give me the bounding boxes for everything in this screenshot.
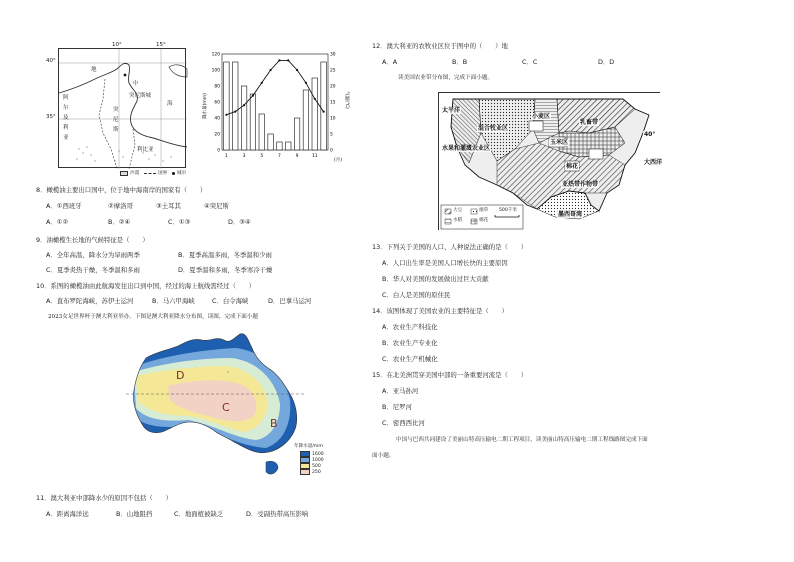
q9-option-b[interactable]: B．夏季高温多雨，冬季温和少雨 — [178, 251, 272, 259]
precip-bar-5 — [259, 114, 264, 150]
precip-bar-6 — [268, 134, 273, 150]
q14-option-c[interactable]: C．农业生产机械化 — [382, 355, 438, 363]
temperature-point-11 — [314, 98, 316, 100]
q13-text: 13．下列关于美国的人口、人种说法正确的是（ ） — [372, 243, 528, 251]
usa-scale-label: 500千米 — [499, 208, 517, 213]
usa-label-gulf: 墨西哥湾 — [558, 211, 583, 218]
map1-label-li: 利 — [63, 125, 69, 131]
q9-option-a[interactable]: A．全年高温，降水分为旱雨两季 — [46, 251, 140, 259]
y2-tick-label: 5 — [330, 132, 333, 138]
q12-text: 12．澳大利亚的农牧业区位于图中的（ ）地 — [372, 42, 508, 50]
chart-xlabel: (月) — [334, 158, 343, 163]
q11-option-d[interactable]: D．受副热带高压影响 — [246, 510, 309, 518]
y-tick-label: 60 — [214, 100, 220, 106]
usa-label-dairy: 乳畜带 — [580, 119, 599, 126]
chart-ylabel: 降水量(mm) — [203, 93, 208, 119]
q8-item-4: ④突尼斯 — [204, 202, 229, 210]
y-tick-label: 80 — [214, 84, 220, 90]
climate-chart — [200, 44, 350, 168]
map1-label-hai: 海 — [167, 101, 173, 107]
q10-option-a[interactable]: A．直布罗陀海峡，苏伊士运河 — [46, 297, 134, 305]
left-column — [28, 0, 380, 562]
q14-option-a[interactable]: A．农业生产科技化 — [382, 323, 438, 331]
usa-label-cotton: 棉花 — [566, 163, 579, 170]
x-tick-label: 3 — [242, 154, 246, 159]
aus-legend-250: 250 — [312, 470, 321, 475]
usa-legend-rice: 水稻 — [453, 218, 463, 223]
usa-label-lat40: 40° — [644, 131, 656, 138]
precip-bar-4 — [250, 94, 255, 150]
map1-label-a: 阿 — [63, 95, 69, 101]
usa-label-wheat: 小麦区 — [532, 113, 551, 120]
usa-label-subtropical: 亚热带作物带 — [562, 181, 599, 188]
q8-item-2: ②摩洛哥 — [108, 202, 133, 210]
map1-label-libya: 利比亚 — [137, 147, 154, 153]
precip-bar-9 — [294, 118, 299, 150]
q8-text: 8．橄榄油主要出口国中，位于地中海南岸的国家有（ ） — [36, 186, 207, 194]
q11-option-b[interactable]: B．山地阻挡 — [116, 510, 153, 518]
temperature-point-9 — [296, 69, 298, 71]
precip-bar-7 — [277, 142, 282, 150]
city-legend-label: 城市 — [177, 171, 187, 176]
q11-option-c[interactable]: C．地面植被缺乏 — [174, 510, 224, 518]
desert-legend-label: 沙漠 — [130, 171, 140, 176]
y2-tick-label: 30 — [330, 52, 336, 58]
map1-label-ni: 尼 — [113, 117, 119, 123]
city-legend-dot — [172, 172, 175, 175]
q9-option-d[interactable]: D．夏季温和多雨，冬季寒冷干燥 — [178, 266, 273, 274]
usa-legend-tobacco: 烟草 — [479, 208, 489, 213]
q8-item-3: ③土耳其 — [156, 202, 181, 210]
y-tick-label: 20 — [214, 132, 220, 138]
x-tick-label: 1 — [225, 154, 228, 159]
usa-legend-soybean: 大豆 — [453, 208, 463, 213]
q14-text: 14．该图体现了美国农业的主要特征是（ ） — [372, 307, 508, 315]
temperature-point-4 — [252, 95, 254, 97]
map1-label-tunis-city: 突尼斯城 — [129, 93, 152, 99]
q13-option-a[interactable]: A．人口出生率是美国人口增长快的主要原因 — [382, 259, 508, 267]
australia-map-svg — [116, 328, 316, 486]
temperature-point-7 — [278, 59, 280, 61]
precip-bar-12 — [321, 62, 326, 150]
chart-y2label: 气温(℃) — [344, 91, 349, 109]
tunisia-map-svg — [59, 49, 187, 169]
q8-choice-b[interactable]: B．②④ — [108, 218, 131, 226]
map1-label-ji: 及 — [63, 115, 69, 121]
usa-label-mixed-ranch: 混合牧业区 — [478, 125, 509, 132]
aus-legend-swatch-250 — [300, 469, 310, 475]
aus-label-d: D — [176, 369, 185, 382]
q12-option-a[interactable]: A．A — [382, 58, 398, 66]
border-legend-line — [144, 173, 156, 174]
q10-text: 10．系图的橄榄油由此航海发往出口到中国，经过的海上航线需经过（ ） — [36, 282, 256, 290]
y2-tick-label: 15 — [330, 100, 336, 106]
q15-option-c[interactable]: C．密西西比河 — [382, 419, 425, 427]
temperature-point-2 — [234, 111, 236, 113]
x-tick-label: 9 — [295, 154, 299, 159]
y2-tick-label: 0 — [330, 148, 333, 154]
tunisia-map — [58, 48, 186, 168]
desert-legend-swatch — [120, 171, 128, 176]
y2-tick-label: 25 — [330, 68, 336, 74]
x-tick-label: 11 — [311, 154, 318, 159]
temperature-point-1 — [225, 114, 227, 116]
map1-label-er: 尔 — [63, 105, 69, 111]
aus-legend-title: 年降水量/mm — [294, 444, 323, 449]
q10-option-c[interactable]: C．白令海峡 — [212, 297, 249, 305]
aus-legend-1600: 1600 — [312, 452, 324, 457]
aus-label-c: C — [222, 401, 230, 414]
q9-option-c[interactable]: C．夏季炎热干燥，冬季温和多雨 — [46, 266, 140, 274]
q15-text: 15．在北美洲贯穿美国中部的一条重要河流是（ ） — [372, 371, 528, 379]
climate-chart-svg — [200, 44, 350, 168]
aus-label-b: B — [270, 417, 278, 430]
usa-label-corn: 玉米区 — [550, 139, 569, 146]
y-tick-label: 100 — [211, 68, 220, 74]
map1-label-tu: 突 — [113, 107, 119, 113]
q9-text: 9．油橄榄生长地的气候特征是（ ） — [36, 236, 149, 244]
map1-lon-left: 10° — [112, 42, 122, 48]
precip-bar-1 — [224, 62, 229, 150]
precip-bar-8 — [286, 142, 291, 150]
q8-choice-d[interactable]: D．③④ — [228, 218, 251, 226]
q10-option-d[interactable]: D．巴拿马运河 — [268, 297, 312, 305]
temperature-point-6 — [269, 69, 271, 71]
usa-label-fruit-irrigation: 水果和灌溉农业区 — [442, 145, 491, 152]
y2-tick-label: 10 — [330, 116, 336, 122]
q13-option-c[interactable]: C．白人是美国的原住民 — [382, 291, 451, 299]
precip-bar-2 — [233, 62, 238, 150]
q12-option-b[interactable]: B．B — [452, 58, 468, 66]
q11-option-a[interactable]: A．距离海洋远 — [46, 510, 89, 518]
temperature-point-10 — [305, 82, 307, 84]
q14-option-b[interactable]: B．农业生产专业化 — [382, 339, 438, 347]
aus-legend-1000: 1000 — [312, 458, 324, 463]
q13-option-b[interactable]: B．华人对美国的发展做出过巨大贡献 — [382, 275, 489, 283]
q15-option-a[interactable]: A．亚马孙河 — [382, 387, 419, 395]
temperature-line — [226, 60, 323, 114]
map1-label-si: 斯 — [113, 127, 119, 133]
q15-option-b[interactable]: B．尼罗河 — [382, 403, 412, 411]
precip-bar-11 — [312, 78, 317, 150]
q12-option-d[interactable]: D．D — [598, 58, 615, 66]
y2-tick-label: 20 — [330, 84, 336, 90]
precip-bar-3 — [241, 86, 246, 150]
q10-option-b[interactable]: B．马六甲海峡 — [152, 297, 195, 305]
q8-choice-a[interactable]: A．①② — [46, 218, 69, 226]
usa-legend-cotton: 棉花 — [479, 218, 489, 223]
australia-intro: 2023女足世界杯于澳大利亚举办。下图是澳大利亚降水分布图，读图，完成下面小题 — [48, 314, 259, 320]
temperature-point-8 — [287, 59, 289, 61]
temperature-point-3 — [243, 104, 245, 106]
y-tick-label: 0 — [217, 148, 220, 154]
map1-label-ya: 亚 — [63, 135, 69, 141]
usa-intro: 读美国农业带分布图，完成下面小题。 — [398, 75, 494, 81]
map1-lat-mid: 35° — [46, 114, 56, 120]
temperature-point-12 — [322, 111, 324, 113]
border-legend-label: 国界 — [158, 171, 168, 176]
temperature-point-5 — [261, 82, 263, 84]
y-tick-label: 120 — [211, 52, 220, 58]
usa-label-atlantic: 大西洋 — [644, 159, 663, 166]
map1-label-zhong: 中 — [133, 81, 139, 87]
right-column — [372, 0, 772, 562]
australia-map — [116, 328, 324, 486]
map1-label-di: 地 — [91, 67, 97, 73]
map1-lon-right: 15° — [156, 42, 166, 48]
brazil-intro: 中国与巴西共同建设了美丽山特高压输电二期工程项目，读美丽山特高压输电二期工程线路图完成下面 — [396, 437, 648, 443]
q8-item-1: A．①西班牙 — [46, 202, 82, 210]
x-tick-label: 5 — [260, 154, 264, 159]
usa-agriculture-map — [438, 92, 663, 230]
precip-bar-10 — [303, 90, 308, 150]
brazil-intro-line2: 面小题。 — [372, 453, 395, 459]
usa-label-pacific: 太平洋 — [442, 107, 461, 114]
q11-text: 11．澳大利亚中部降水少的原因不包括（ ） — [36, 494, 172, 502]
x-tick-label: 7 — [278, 154, 281, 159]
q12-option-c[interactable]: C．C — [522, 58, 538, 66]
q8-choice-c[interactable]: C．①③ — [168, 218, 191, 226]
aus-legend-500: 500 — [312, 464, 321, 469]
y-tick-label: 40 — [214, 116, 220, 122]
map1-lat-top: 40° — [46, 58, 56, 64]
